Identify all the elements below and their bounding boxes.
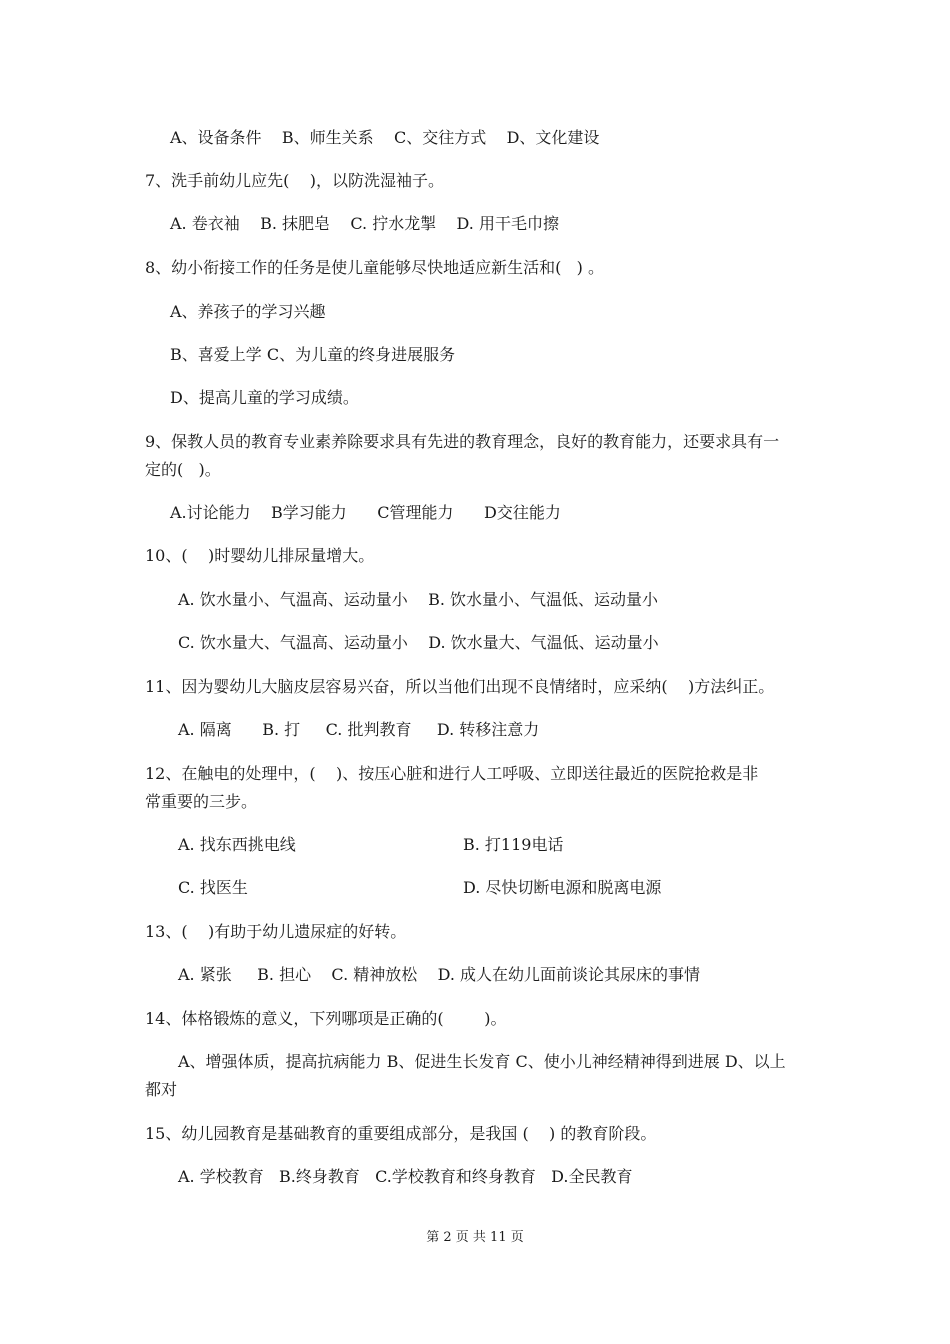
answer-option: D、提高儿童的学习成绩。: [170, 388, 359, 407]
question-text: 都对: [145, 1080, 178, 1099]
answer-option: A、养孩子的学习兴趣: [170, 302, 326, 321]
answer-option: B. 打119电话: [463, 835, 564, 854]
question-text: 8、幼小衔接工作的任务是使儿童能够尽快地适应新生活和( ) 。: [145, 258, 605, 277]
question-text: 11、因为婴幼儿大脑皮层容易兴奋，所以当他们出现不良情绪时，应采纳( )方法纠正。: [145, 677, 775, 696]
answer-option: C. 饮水量大、气温高、运动量小 D. 饮水量大、气温低、运动量小: [178, 633, 659, 652]
answer-option: A. 饮水量小、气温高、运动量小 B. 饮水量小、气温低、运动量小: [178, 590, 659, 609]
page-footer: 第 2 页 共 11 页: [426, 1230, 524, 1245]
answer-option: B、喜爱上学 C、为儿童的终身进展服务: [170, 345, 456, 364]
question-text: 14、体格锻炼的意义，下列哪项是正确的( )。: [145, 1009, 507, 1028]
answer-option: A、设备条件 B、师生关系 C、交往方式 D、文化建设: [170, 128, 600, 147]
answer-option: A. 卷衣袖 B. 抹肥皂 C. 拧水龙掣 D. 用干毛巾擦: [170, 214, 559, 233]
question-text: 13、( )有助于幼儿遗尿症的好转。: [145, 922, 407, 941]
answer-option: A. 紧张 B. 担心 C. 精神放松 D. 成人在幼儿面前谈论其尿床的事情: [178, 965, 701, 984]
question-text: 9、保教人员的教育专业素养除要求具有先进的教育理念，良好的教育能力，还要求具有一: [145, 432, 780, 451]
question-text: 定的( )。: [145, 460, 221, 479]
answer-option: A、增强体质，提高抗病能力 B、促进生长发育 C、使小儿神经精神得到进展 D、以上: [178, 1052, 786, 1071]
question-text: 7、洗手前幼儿应先( )，以防洗湿袖子。: [145, 171, 445, 190]
question-text: 15、幼儿园教育是基础教育的重要组成部分，是我国 ( ) 的教育阶段。: [145, 1124, 657, 1143]
question-text: 常重要的三步。: [145, 792, 258, 811]
question-text: 10、( )时婴幼儿排尿量增大。: [145, 546, 375, 565]
answer-option: A. 找东西挑电线: [178, 835, 296, 854]
answer-option: C. 找医生: [178, 878, 248, 897]
answer-option: D. 尽快切断电源和脱离电源: [463, 878, 662, 897]
answer-option: A.讨论能力 B学习能力 C管理能力 D交往能力: [170, 503, 561, 522]
answer-option: A. 隔离 B. 打 C. 批判教育 D. 转移注意力: [178, 720, 540, 739]
question-text: 12、在触电的处理中，( )、按压心脏和进行人工呼吸、立即送往最近的医院抢救是非: [145, 764, 759, 783]
answer-option: A. 学校教育 B.终身教育 C.学校教育和终身教育 D.全民教育: [178, 1167, 633, 1186]
